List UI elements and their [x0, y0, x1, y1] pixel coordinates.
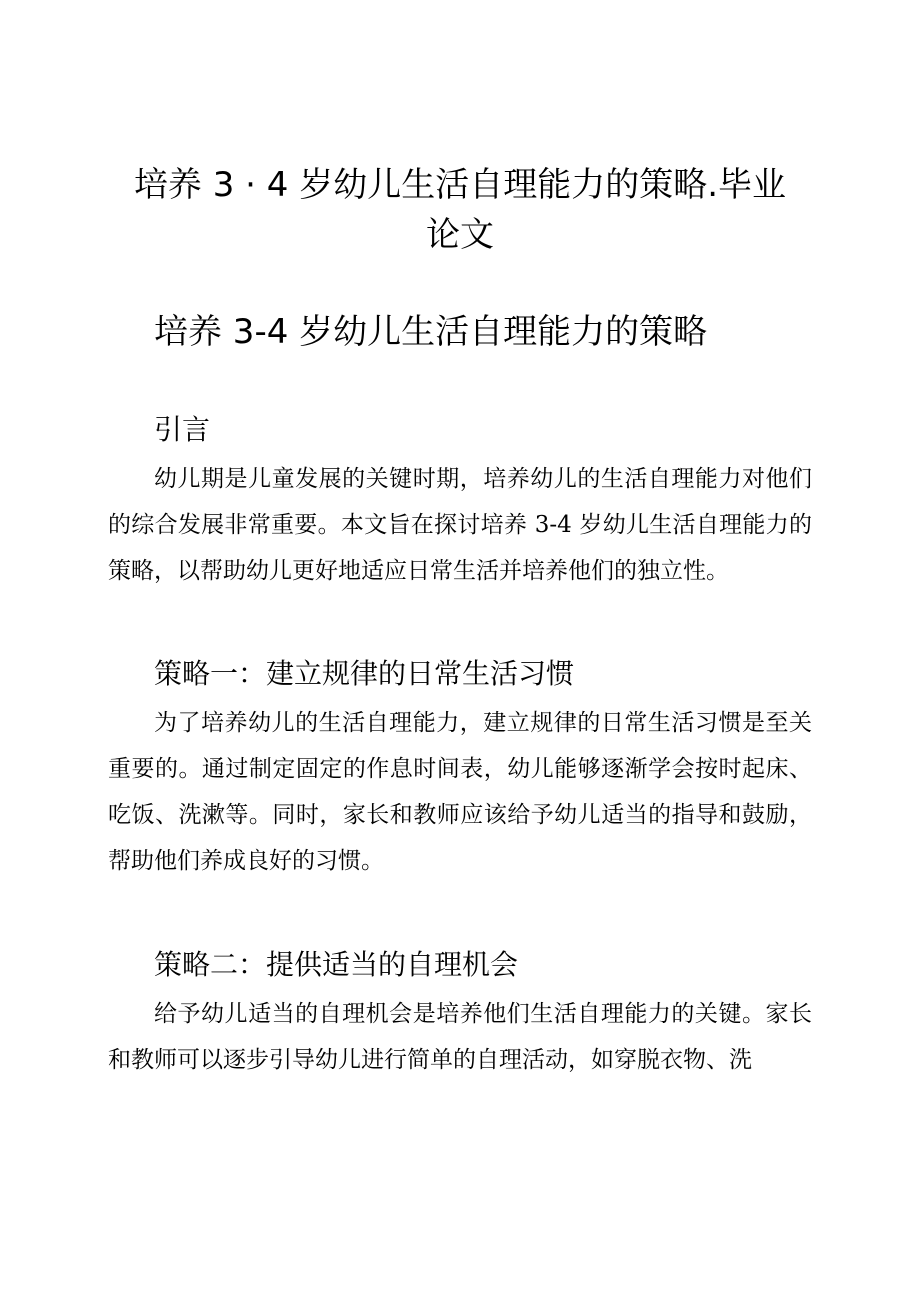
paragraph-introduction: 幼儿期是儿童发展的关键时期，培养幼儿的生活自理能力对他们的综合发展非常重要。本文旨在探讨培养 3-4 岁幼儿生活自理能力的策略，以帮助幼儿更好地适应日常生活并培养他们的独立性。	[108, 466, 812, 584]
paragraph-strategy-1: 为了培养幼儿的生活自理能力，建立规律的日常生活习惯是至关重要的。通过制定固定的作息时间表，幼儿能够逐渐学会按时起床、吃饭、洗漱等。同时，家长和教师应该给予幼儿适当的指导和鼓励，帮助他们养成良好的习惯。	[108, 710, 812, 874]
section-heading-strategy-2: 策略二：提供适当的自理机会	[154, 948, 519, 981]
paragraph-strategy-2: 给予幼儿适当的自理机会是培养他们生活自理能力的关键。家长和教师可以逐步引导幼儿进行简单的自理活动，如穿脱衣物、洗	[108, 1001, 812, 1073]
document-title: 培养 3 · 4 岁幼儿生活自理能力的策略.毕业论文	[133, 165, 787, 255]
main-heading: 培养 3-4 岁幼儿生活自理能力的策略	[154, 312, 708, 352]
section-heading-strategy-1: 策略一：建立规律的日常生活习惯	[154, 657, 575, 690]
section-heading-introduction: 引言	[154, 413, 211, 446]
